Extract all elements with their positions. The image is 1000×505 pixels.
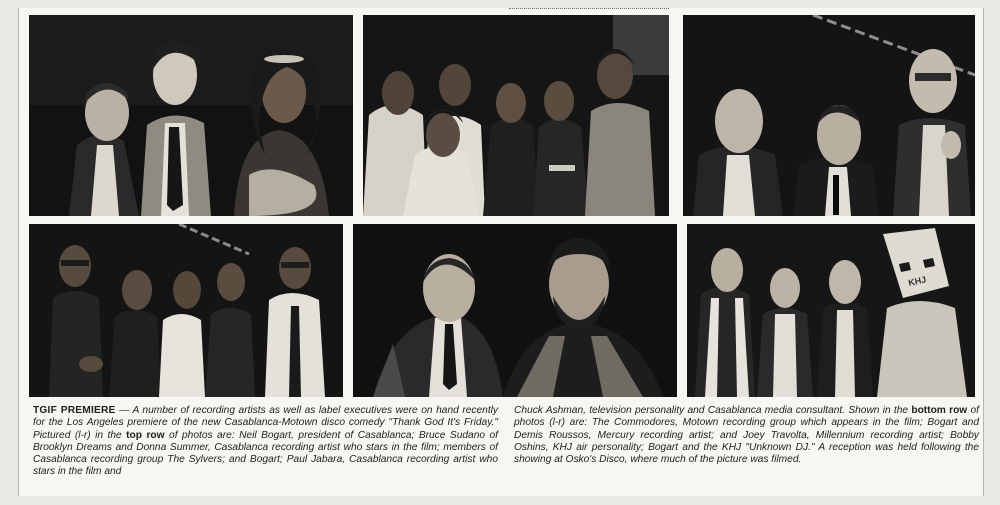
caption-right-text-2: of photos (l-r) are: The Commodores, Motown recording group which appears in the film; Bogart and Demis Roussos, Mercury recording artist; and Joey Travolta, Millennium recording artist; Bobby Oshins, KHJ air personality; Bogart and the KHJ "Unknown DJ." A reception was held following the showing at Osko's Disco, where much of the picture was filmed. bbox=[514, 405, 979, 466]
photo-caption bbox=[33, 405, 979, 491]
photo-top-2-the-sylvers bbox=[363, 15, 669, 216]
caption-bottom-row-label: bottom row bbox=[911, 405, 968, 416]
top-edge-marks bbox=[509, 8, 669, 12]
caption-right-column bbox=[514, 405, 979, 491]
khj-mask-text: KHJ bbox=[907, 274, 928, 288]
caption-left-text-2: of photos are: Neil Bogart, president of Casablanca; Bruce Sudano of Brooklyn Dreams and Donna Summer, Casablanca recording artist who stars in the film; members of Casablanca recording group The Sylvers; and Bogart; Paul Jabara, Casablanca recording artist who stars in the film and bbox=[33, 429, 498, 478]
photo-bottom-1-the-commodores bbox=[29, 224, 343, 397]
photo-top-3-bogart-jabara-ashman bbox=[683, 15, 975, 216]
photo-bottom-2-bogart-roussos bbox=[353, 224, 677, 397]
caption-top-row-label: top row bbox=[126, 429, 165, 441]
photo-bottom-3-travolta-oshins-bogart-khj bbox=[687, 224, 975, 397]
photo-top-1-bogart-sudano-summer bbox=[29, 15, 353, 216]
caption-left-column bbox=[33, 405, 498, 491]
caption-left-text-1: — A number of recording artists as well as label executives were on hand recently for the Los Angeles premiere of the new Casablanca-Motown disco comedy "Thank God It's Friday." Pictured (l-r) in the bbox=[33, 405, 499, 441]
magazine-page bbox=[18, 8, 984, 496]
caption-right-text-1: Chuck Ashman, television personality and Casablanca media consultant. Shown in the bbox=[514, 405, 912, 416]
caption-headline: TGIF PREMIERE bbox=[33, 405, 116, 416]
